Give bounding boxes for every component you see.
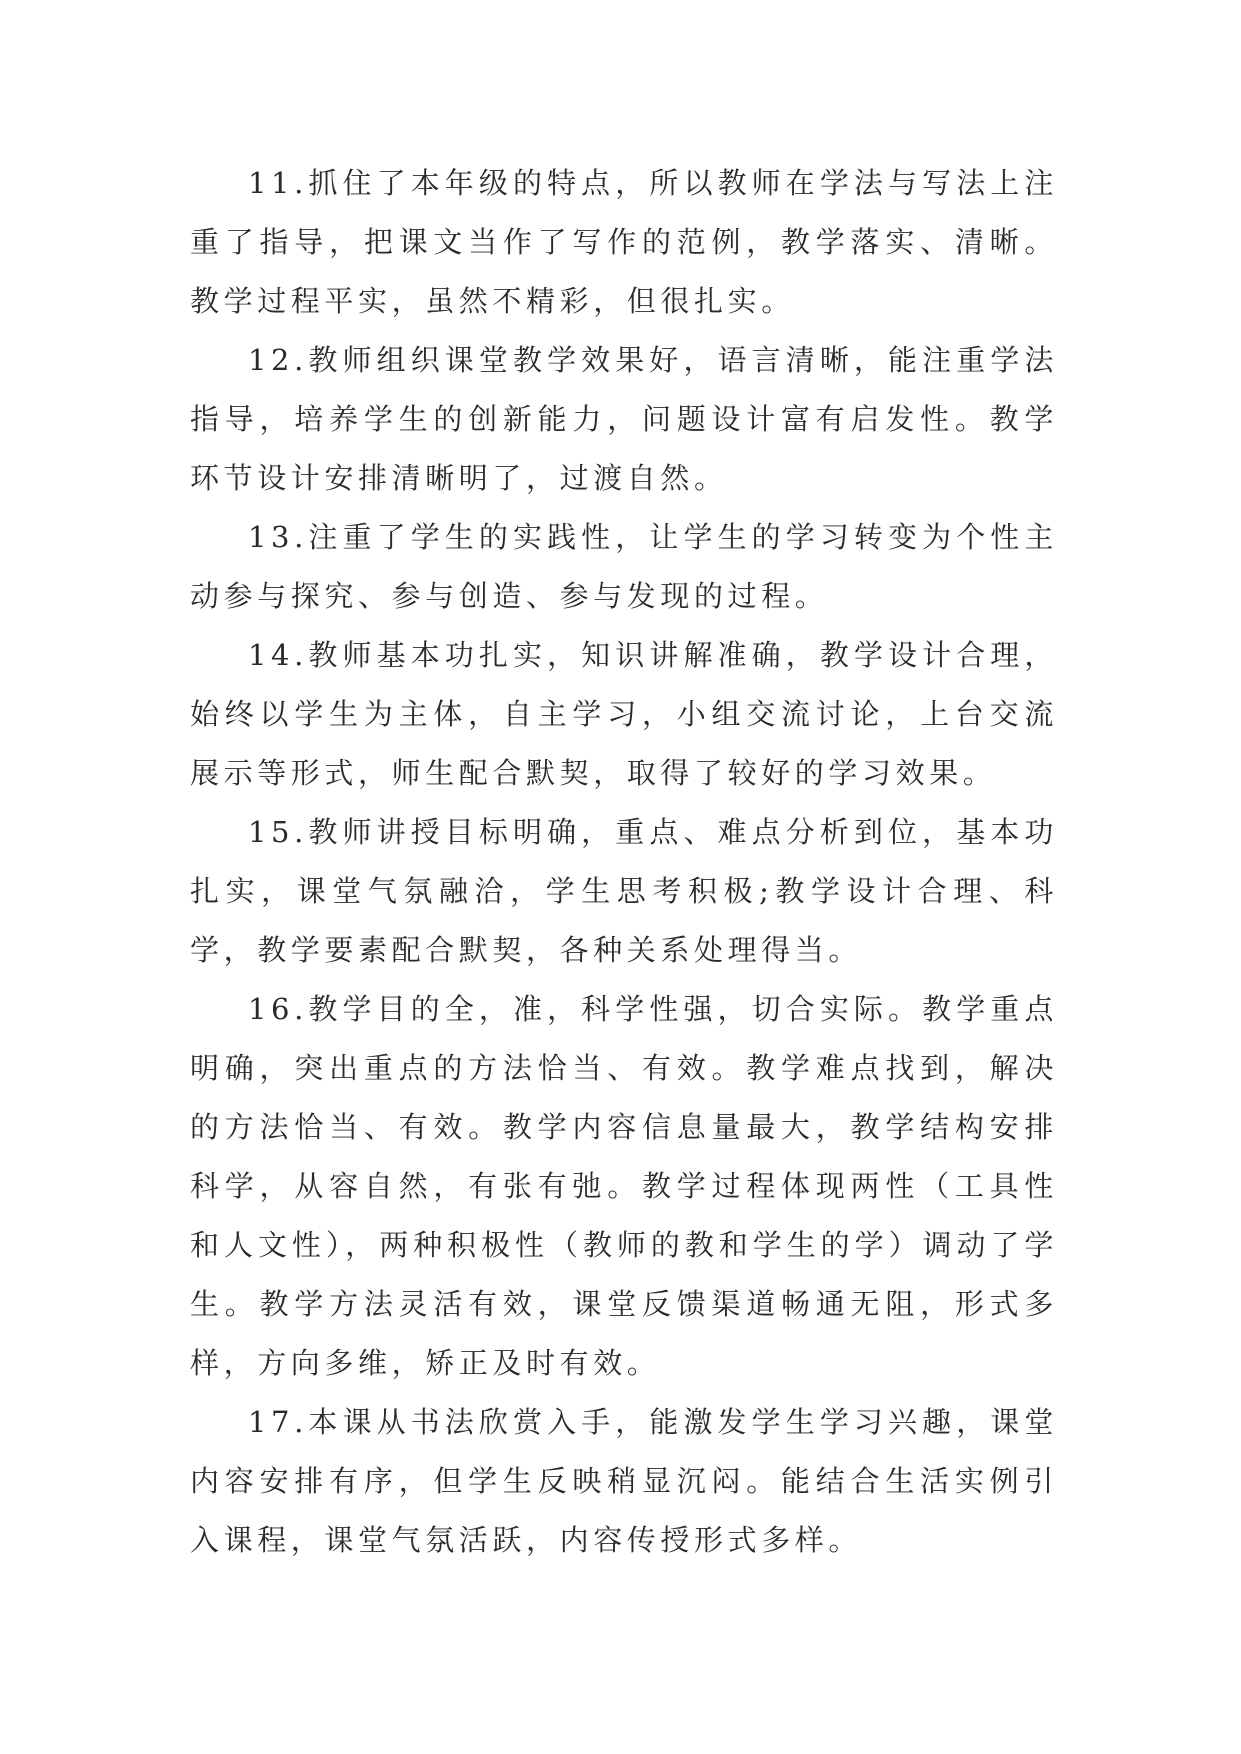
paragraph-16: 16.教学目的全，准，科学性强，切合实际。教学重点明确，突出重点的方法恰当、有效。教学难点找到，解决的方法恰当、有效。教学内容信息量最大，教学结构安排科学，从容自然，有张有弛。教学过程体现两性（工具性和人文性），两种积极性（教师的教和学生的学）调动了学生。教学方法灵活有效，课堂反馈渠道畅通无阻，形式多样，方向多维，矫正及时有效。 <box>190 992 1058 1380</box>
paragraph-15: 15.教师讲授目标明确，重点、难点分析到位，基本功扎实，课堂气氛融洽，学生思考积极;教学设计合理、科学，教学要素配合默契，各种关系处理得当。 <box>190 815 1058 967</box>
paragraph-17: 17.本课从书法欣赏入手，能激发学生学习兴趣，课堂内容安排有序，但学生反映稍显沉闷。能结合生活实例引入课程，课堂气氛活跃，内容传授形式多样。 <box>190 1405 1058 1557</box>
paragraph-12: 12.教师组织课堂教学效果好，语言清晰，能注重学法指导，培养学生的创新能力，问题设计富有启发性。教学环节设计安排清晰明了，过渡自然。 <box>190 343 1058 495</box>
paragraph-14: 14.教师基本功扎实，知识讲解准确，教学设计合理，始终以学生为主体，自主学习，小组交流讨论，上台交流展示等形式，师生配合默契，取得了较好的学习效果。 <box>190 638 1058 790</box>
paragraph-13: 13.注重了学生的实践性，让学生的学习转变为个性主动参与探究、参与创造、参与发现的过程。 <box>190 520 1058 613</box>
document-body <box>190 154 1058 1570</box>
paragraph-11: 11.抓住了本年级的特点，所以教师在学法与写法上注重了指导，把课文当作了写作的范例，教学落实、清晰。教学过程平实，虽然不精彩，但很扎实。 <box>190 166 1058 318</box>
